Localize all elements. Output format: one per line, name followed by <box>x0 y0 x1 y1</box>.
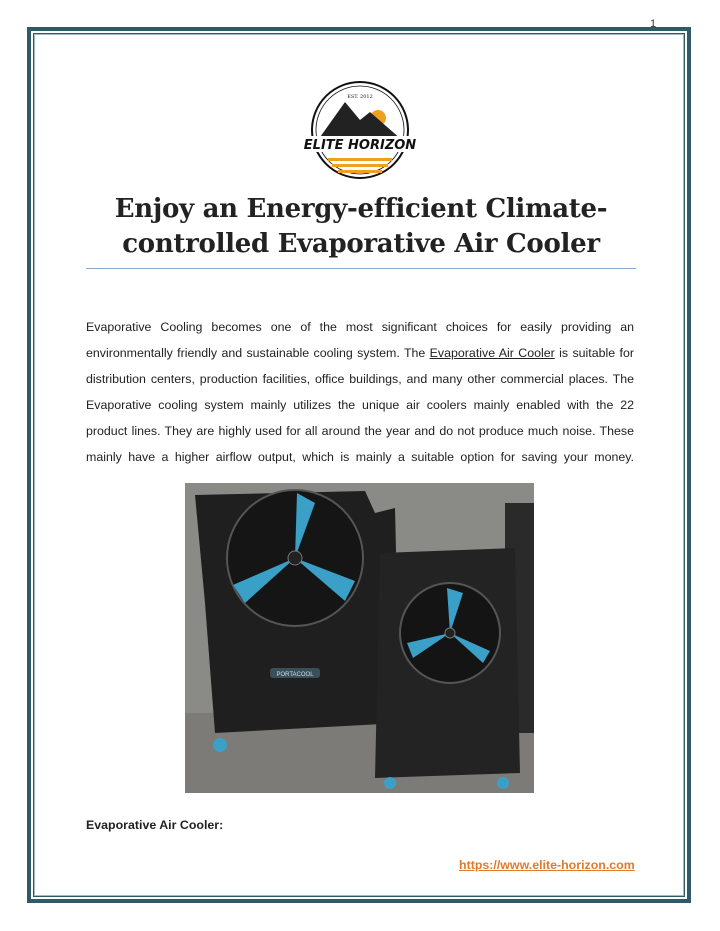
footer-website-link[interactable]: https://www.elite-horizon.com <box>459 858 635 872</box>
air-cooler-photo <box>185 483 534 793</box>
paragraph-text: Evaporative Cooling becomes one of the most significant choices for easily providing an environmentally friendly and sustainable cooling system. The <box>86 320 634 360</box>
title-divider <box>86 268 636 269</box>
brand-label: PORTACOOL <box>276 672 314 678</box>
page-number: 1 <box>650 18 657 30</box>
elite-horizon-logo <box>300 78 420 188</box>
image-caption: Evaporative Air Cooler: <box>86 818 224 832</box>
svg-text:EST. 2012: EST. 2012 <box>347 94 373 100</box>
svg-text:ELITE HORIZON: ELITE HORIZON <box>303 138 417 153</box>
title-line-1: Enjoy an Energy-efficient Climate- <box>114 194 608 224</box>
paragraph-text: is suitable for distribution centers, production facilities, office buildings, and many other commercial places. The Evaporative cooling system mainly utilizes the unique air coolers mainly enabled with the 22 product lines. They are highly used for all around the year and do not produce much noise. These mainly have a higher airflow output, which is mainly a suitable option for saving your money. <box>86 346 634 464</box>
title-line-2: controlled Evaporative Air Cooler <box>122 229 600 259</box>
page-title <box>86 192 636 262</box>
intro-paragraph <box>86 314 634 470</box>
evaporative-air-cooler-link[interactable]: Evaporative Air Cooler <box>429 346 555 360</box>
